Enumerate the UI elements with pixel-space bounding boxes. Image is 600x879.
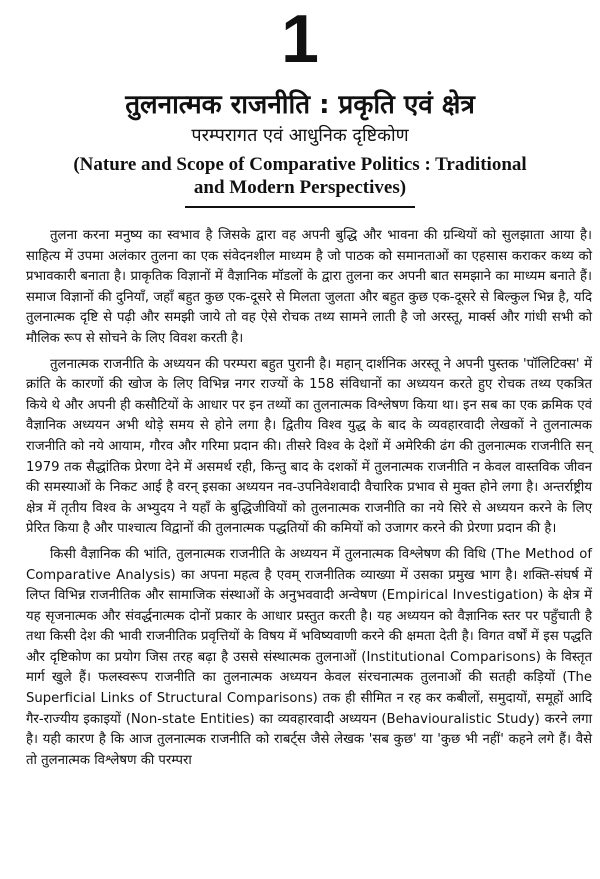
chapter-title-english [40,153,560,199]
chapter-body [26,226,592,776]
paragraph-1: तुलना करना मनुष्य का स्वभाव है जिसके द्वारा वह अपनी बुद्धि और भावना की ग्रन्थियों को सुलझाता आया है। साहित्य में उपमा अलंकार तुलना का एक संवेदनशील माध्यम है जो पाठक को समानताओं का एहसास कराकर कथ्य को प्रभावकारी बनाता है। प्राकृतिक विज्ञानों में वैज्ञानिक मॉडलों के द्वारा तुलना कर अपनी बात समझाने का माध्यम बनाते हैं। समाज विज्ञानों की दुनियाँ, जहाँ बहुत कुछ एक-दूसरे से मिलता जुलता और बहुत कुछ एक-दूसरे से बिल्कुल भिन्न है, यदि तुलनात्मक दृष्टि से पढ़ी और समझी जाये तो वह ऐसे रोचक तथ्य सामने लाती है जो अरस्तू, मार्क्स और गांधी सभी को मौलिक रूप से सोचने के लिए विवश करती है। [26,228,592,346]
chapter-title-english-line-2: and Modern Perspectives) [193,177,407,198]
paragraph-3: किसी वैज्ञानिक की भांति, तुलनात्मक राजनीति के अध्ययन में तुलनात्मक विश्लेषण की विधि (The Method of Comparative Analysis) का अपना महत्व है एवम् राजनीतिक व्याख्या में उसका प्रमुख भाग है। शक्ति-संघर्ष में लिप्त विभिन्न राजनीतिक और सामाजिक संस्थाओं के अनुभववादी अन्वेषण (Empirical Investigation) के क्षेत्र में यह सृजनात्मक और संवर्द्धनात्मक दोनों प्रकार के आधार प्रस्तुत करती है। यह अध्ययन को वैज्ञानिक स्तर पर पहुँचाती है तथा किसी देश की भावी राजनीतिक प्रवृत्तियों के विषय में भविष्यवाणी करने की क्षमता देती है। विगत वर्षों में इस पद्धति और दृष्टिकोण का प्रयोग जिस तरह बढ़ा है उससे संस्थात्मक तुलनाओं (Institutional Comparisons) के विस्तृत मार्ग खुले हैं। फलस्वरूप राजनीति का तुलनात्मक अध्ययन केवल संरचनात्मक तुलनाओं की सतही कड़ियों (The Superficial Links of Structural Comparisons) तक ही सीमित न रह कर कबीलों, समुदायों, समूहों आदि गैर-राज्यीय इकाइयों (Non-state Entities) का व्यवहारवादी अध्ययन (Behaviouralistic Study) करने लगा है। यही कारण है कि आज तुलनात्मक राजनीति को राबर्ट्स जैसे लेखक 'सब कुछ' या 'कुछ भी नहीं' कहने लगे हैं। वैसे तो तुलनात्मक विश्लेषण की परम्परा [26,546,592,768]
chapter-subtitle-hindi: परम्परागत एवं आधुनिक दृष्टिकोण [191,125,409,146]
chapter-title-english-line-1: (Nature and Scope of Comparative Politics : Traditional [73,154,527,175]
title-divider [185,206,415,208]
chapter-title-hindi: तुलनात्मक राजनीति : प्रकृति एवं क्षेत्र [125,90,475,120]
paragraph-2: तुलनात्मक राजनीति के अध्ययन की परम्परा बहुत पुरानी है। महान् दार्शनिक अरस्तू ने अपनी पुस्तक 'पॉलिटिक्स' में क्रांति के कारणों की खोज के लिए विभिन्न नगर राज्यों के 158 संविधानों का अध्ययन करते हुए रोचक तथ्य एकत्रित किये थे और अपनी ही कसौटियों के आधार पर इन तथ्यों का तुलनात्मक विश्लेषण किया था। इन सब का एक क्रमिक एवं वैज्ञानिक अध्ययन अभी थोड़े समय से होने लगा है। द्वितीय विश्व युद्ध के बाद के व्यवहारवादी लेखकों ने तुलनात्मक राजनीति को नये आयाम, गौरव और गरिमा प्रदान की। तीसरे विश्व के देशों में अमेरिकी ढंग की तुलनात्मक राजनीति सन् 1979 तक सैद्धांतिक प्रेरणा देने में असमर्थ रही, किन्तु बाद के दशकों में तुलनात्मक राजनीति न केवल वास्तविक जीवन की समस्याओं के निकट आई है वरन् इसका अध्ययन नव-उपनिवेशवादी वैचारिक प्रभाव से मुक्त होने लगा है। अन्तर्राष्ट्रीय क्षेत्र में तृतीय विश्व के अभ्युदय ने यहाँ के बुद्धिजीवियों को तुलनात्मक राजनीति का नये सिरे से अध्ययन करने के लिए प्रेरित किया है और पाश्चात्य विद्वानों की तुलनात्मक पद्धतियों की कमियों को उजागर करने की प्रेरणा प्रदान की है। [26,356,592,537]
chapter-number: 1 [281,1,319,77]
